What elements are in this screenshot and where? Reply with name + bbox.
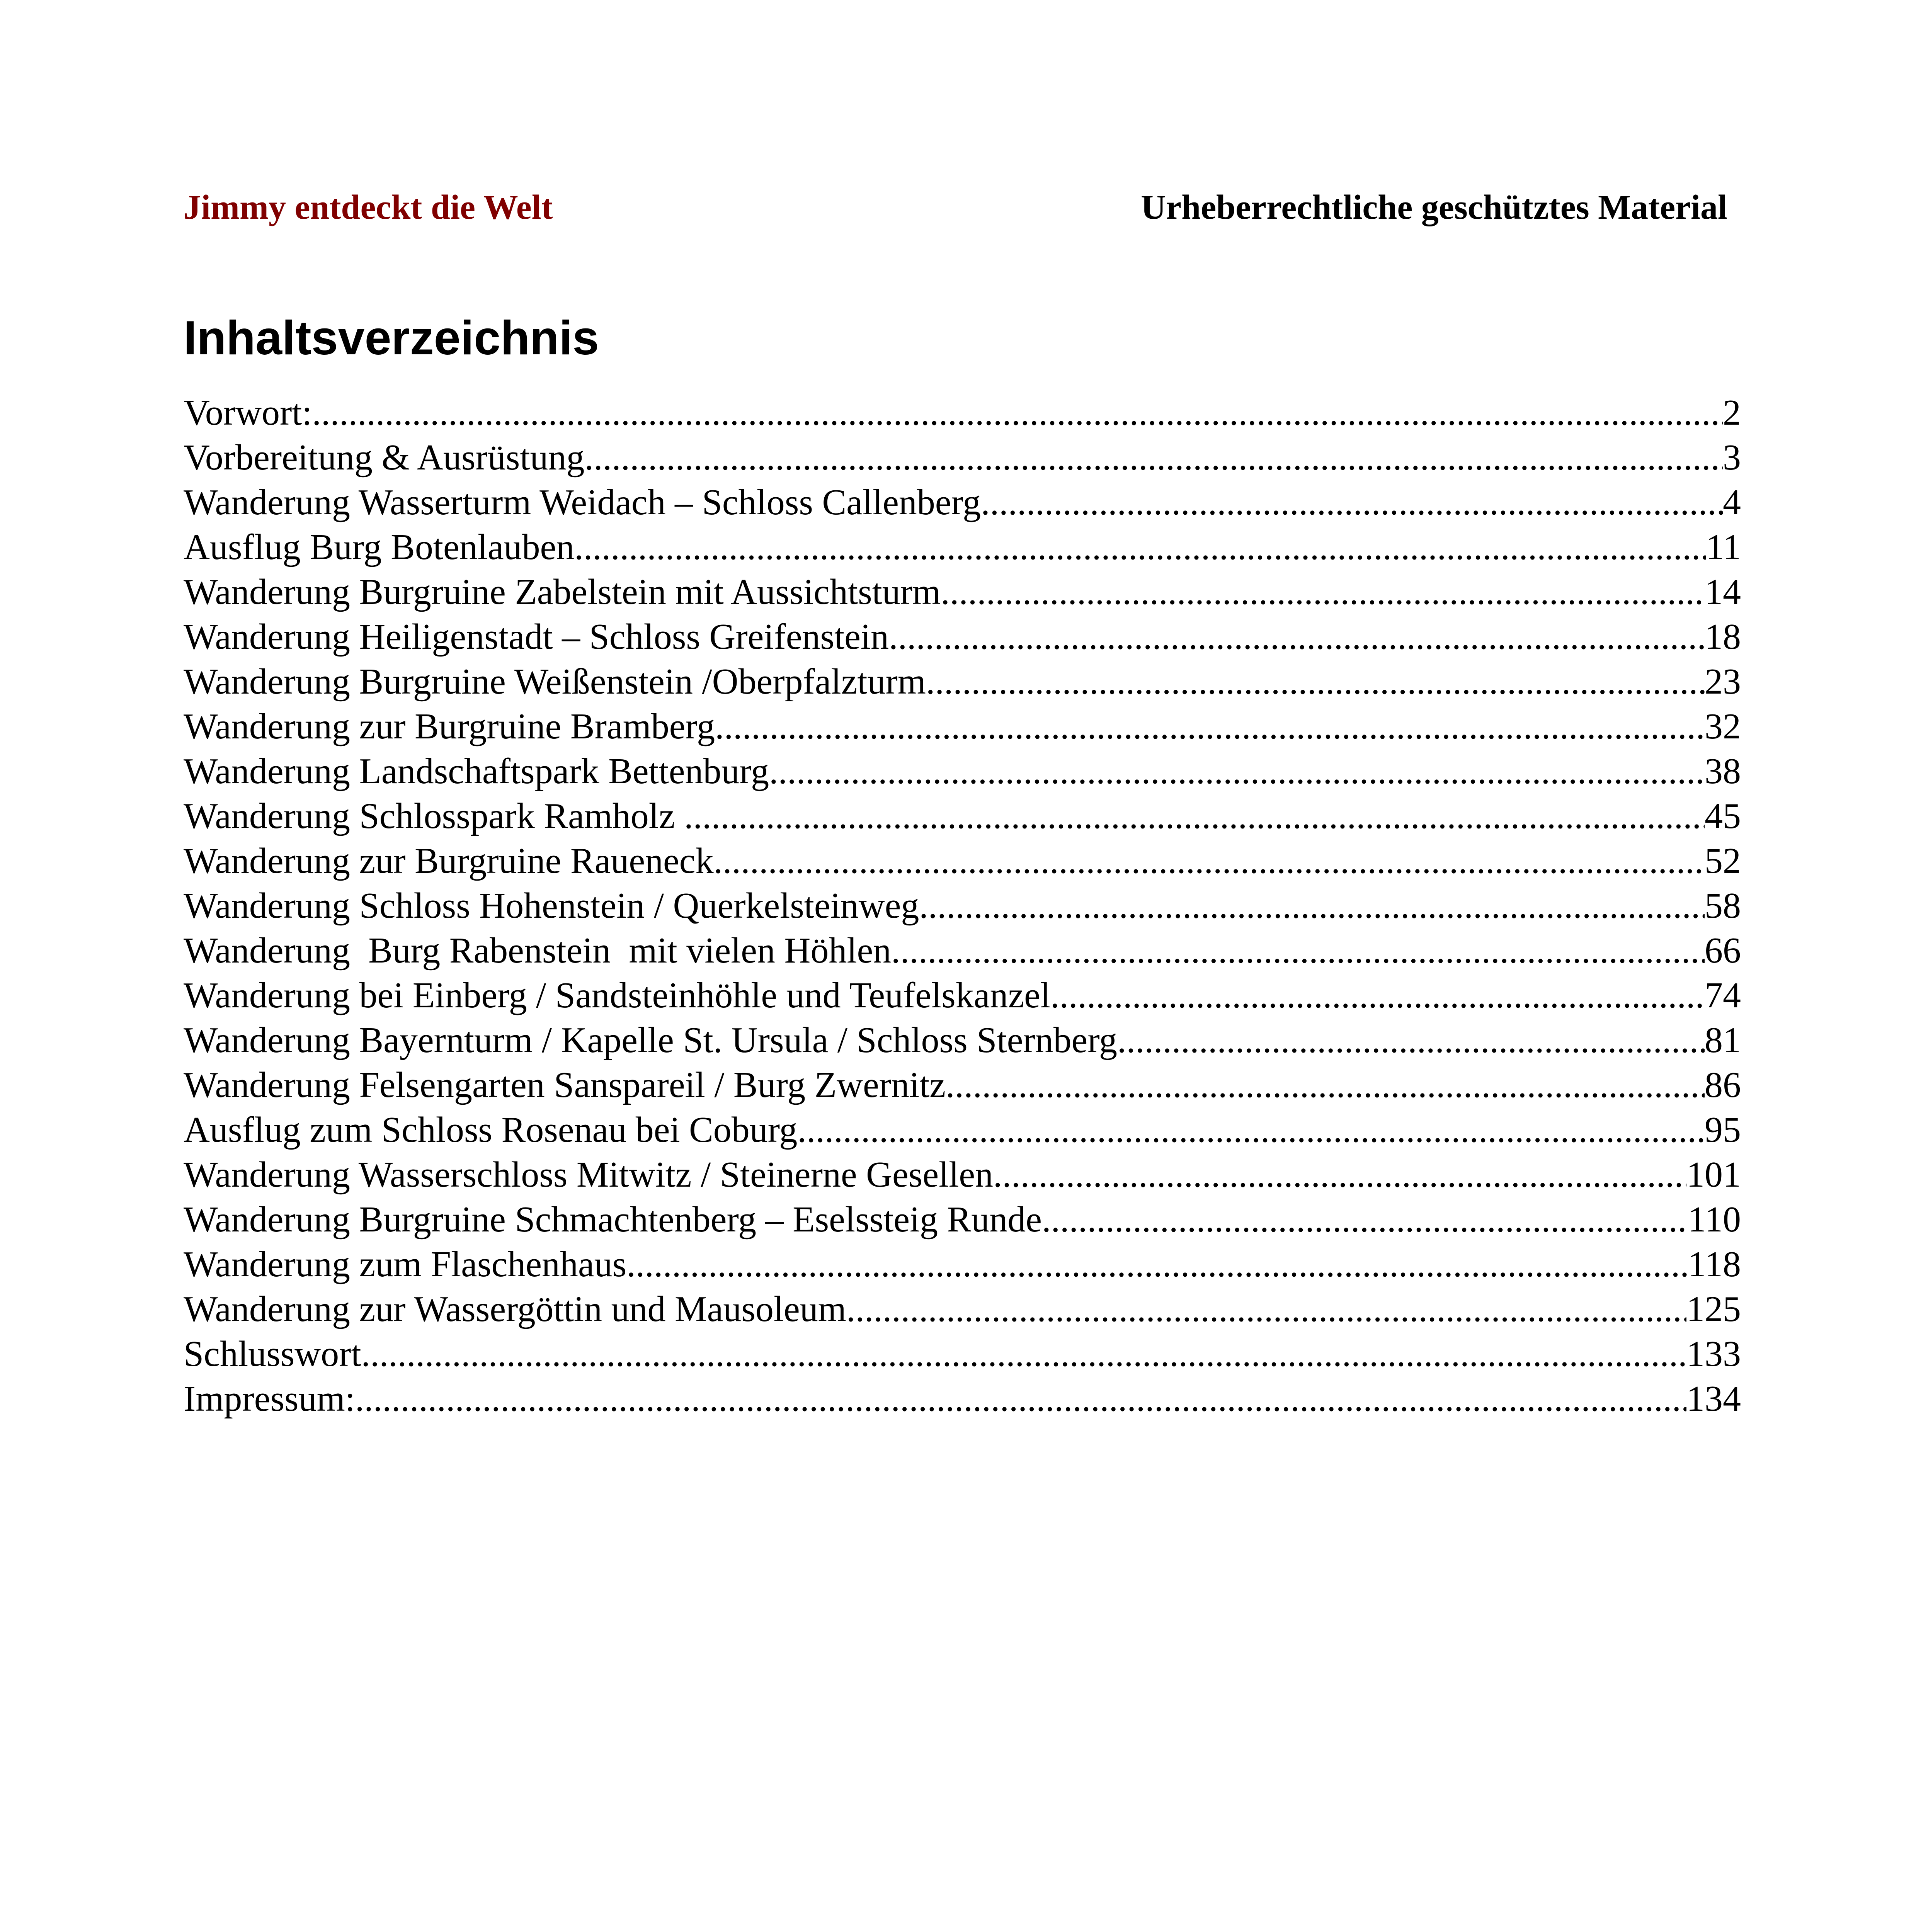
toc-dot-leader (1042, 1197, 1688, 1242)
toc-entry-vorbereitung[interactable] (184, 435, 1741, 480)
toc-entry-page: 133 (1686, 1334, 1741, 1374)
toc-entry-page: 125 (1686, 1289, 1741, 1329)
toc-dot-leader (797, 1107, 1705, 1152)
toc-dot-leader (769, 749, 1705, 794)
toc-entry-rabenstein[interactable] (184, 928, 1741, 973)
toc-entry-label: Wanderung zur Wassergöttin und Mausoleum (184, 1289, 846, 1329)
toc-entry-zabelstein[interactable] (184, 570, 1741, 614)
toc-entry-impressum[interactable] (184, 1376, 1741, 1421)
toc-entry-label: Wanderung Bayernturm / Kapelle St. Ursula / Schloss Sternberg (184, 1020, 1117, 1060)
toc-dot-leader (981, 480, 1723, 525)
toc-entry-page: 134 (1686, 1379, 1741, 1419)
toc-entry-label: Wanderung Burg Rabenstein mit vielen Höhlen (184, 930, 892, 971)
toc-dot-leader (361, 1332, 1686, 1376)
toc-entry-page: 18 (1705, 617, 1741, 657)
toc-entry-label: Wanderung Wasserschloss Mitwitz / Steinerne Gesellen (184, 1155, 994, 1195)
toc-dot-leader (626, 1242, 1688, 1287)
toc-dot-leader (846, 1287, 1686, 1332)
toc-dot-leader (584, 435, 1723, 480)
toc-dot-leader (574, 525, 1706, 570)
toc-entry-page: 66 (1705, 930, 1741, 971)
toc-entry-hohenstein[interactable] (184, 883, 1741, 928)
toc-entry-label: Wanderung Wasserturm Weidach – Schloss Callenberg (184, 482, 981, 522)
toc-dot-leader (926, 659, 1705, 704)
toc-entry-page: 45 (1705, 796, 1741, 836)
toc-entry-label: Wanderung Schlosspark Ramholz (184, 796, 684, 836)
toc-entry-label: Schlusswort (184, 1334, 361, 1374)
toc-dot-leader (1050, 973, 1705, 1018)
toc-entry-label: Ausflug Burg Botenlauben (184, 527, 575, 567)
toc-dot-leader (1117, 1018, 1705, 1063)
toc-entry-label: Vorwort: (184, 393, 312, 433)
toc-entry-page: 95 (1705, 1110, 1741, 1150)
toc-entry-botenlauben[interactable] (184, 525, 1741, 570)
toc-entry-page: 4 (1723, 482, 1741, 522)
toc-entry-label: Wanderung Landschaftspark Bettenburg (184, 751, 769, 791)
toc-entry-page: 86 (1705, 1065, 1741, 1105)
toc-dot-leader (312, 390, 1723, 435)
toc-dot-leader (715, 704, 1705, 749)
toc-entry-label: Wanderung Burgruine Schmachtenberg – Eselssteig Runde (184, 1199, 1042, 1240)
toc-entry-bramberg[interactable] (184, 704, 1741, 749)
toc-entry-page: 32 (1705, 706, 1741, 747)
toc-entry-page: 52 (1705, 841, 1741, 881)
toc-entry-page: 74 (1705, 975, 1741, 1015)
toc-entry-page: 58 (1705, 886, 1741, 926)
toc-entry-raueneck[interactable] (184, 838, 1741, 883)
toc-entry-mitwitz[interactable] (184, 1152, 1741, 1197)
toc-entry-bayernturm[interactable] (184, 1018, 1741, 1063)
toc-entry-page: 110 (1688, 1199, 1741, 1240)
toc-dot-leader (889, 614, 1705, 659)
toc-entry-page: 101 (1686, 1155, 1741, 1195)
toc-entry-label: Impressum: (184, 1379, 355, 1419)
toc-entry-page: 38 (1705, 751, 1741, 791)
toc-entry-callenberg[interactable] (184, 480, 1741, 525)
toc-entry-label: Wanderung zur Burgruine Raueneck (184, 841, 714, 881)
toc-entry-label: Wanderung Burgruine Weißenstein /Oberpfalzturm (184, 662, 926, 702)
toc-dot-leader (919, 883, 1705, 928)
header-copyright-notice: Urheberrechtliche geschütztes Material (1141, 188, 1727, 226)
toc-entry-page: 3 (1723, 437, 1741, 478)
toc-entry-label: Wanderung Felsengarten Sanspareil / Burg Zwernitz (184, 1065, 946, 1105)
toc-entry-einberg[interactable] (184, 973, 1741, 1018)
toc-entry-wassergoettin[interactable] (184, 1287, 1741, 1332)
toc-entry-page: 14 (1705, 572, 1741, 612)
toc-heading: Inhaltsverzeichnis (184, 311, 599, 365)
toc-dot-leader (714, 838, 1705, 883)
toc-entry-weissenstein[interactable] (184, 659, 1741, 704)
toc-entry-page: 81 (1705, 1020, 1741, 1060)
toc-entry-label: Wanderung Schloss Hohenstein / Querkelsteinweg (184, 886, 919, 926)
toc-entry-label: Wanderung Heiligenstadt – Schloss Greifenstein (184, 617, 889, 657)
toc-entry-page: 118 (1688, 1244, 1741, 1284)
toc-entry-label: Wanderung zur Burgruine Bramberg (184, 706, 715, 747)
toc-dot-leader (891, 928, 1705, 973)
toc-entry-vorwort[interactable] (184, 390, 1741, 435)
toc-entry-sanspareil[interactable] (184, 1063, 1741, 1107)
toc-dot-leader (946, 1063, 1705, 1107)
toc-entry-label: Wanderung zum Flaschenhaus (184, 1244, 627, 1284)
toc-entry-page: 2 (1723, 393, 1741, 433)
toc-entry-page: 23 (1705, 662, 1741, 702)
header-book-title: Jimmy entdeckt die Welt (184, 188, 553, 226)
toc-dot-leader (941, 570, 1705, 614)
toc-entry-label: Wanderung Burgruine Zabelstein mit Aussichtsturm (184, 572, 941, 612)
toc-entry-label: Ausflug zum Schloss Rosenau bei Coburg (184, 1110, 798, 1150)
toc-entry-ramholz[interactable] (184, 794, 1741, 838)
toc-dot-leader (993, 1152, 1686, 1197)
toc-entry-page: 11 (1706, 527, 1741, 567)
toc-dot-leader (684, 794, 1705, 838)
toc-entry-label: Wanderung bei Einberg / Sandsteinhöhle und Teufelskanzel (184, 975, 1051, 1015)
toc-list (184, 390, 1741, 1421)
toc-dot-leader (355, 1376, 1686, 1421)
toc-entry-schmachtenberg[interactable] (184, 1197, 1741, 1242)
toc-entry-rosenau[interactable] (184, 1107, 1741, 1152)
toc-entry-schlusswort[interactable] (184, 1332, 1741, 1376)
toc-entry-greifenstein[interactable] (184, 614, 1741, 659)
toc-entry-label: Vorbereitung & Ausrüstung (184, 437, 585, 478)
toc-entry-bettenburg[interactable] (184, 749, 1741, 794)
toc-entry-flaschenhaus[interactable] (184, 1242, 1741, 1287)
